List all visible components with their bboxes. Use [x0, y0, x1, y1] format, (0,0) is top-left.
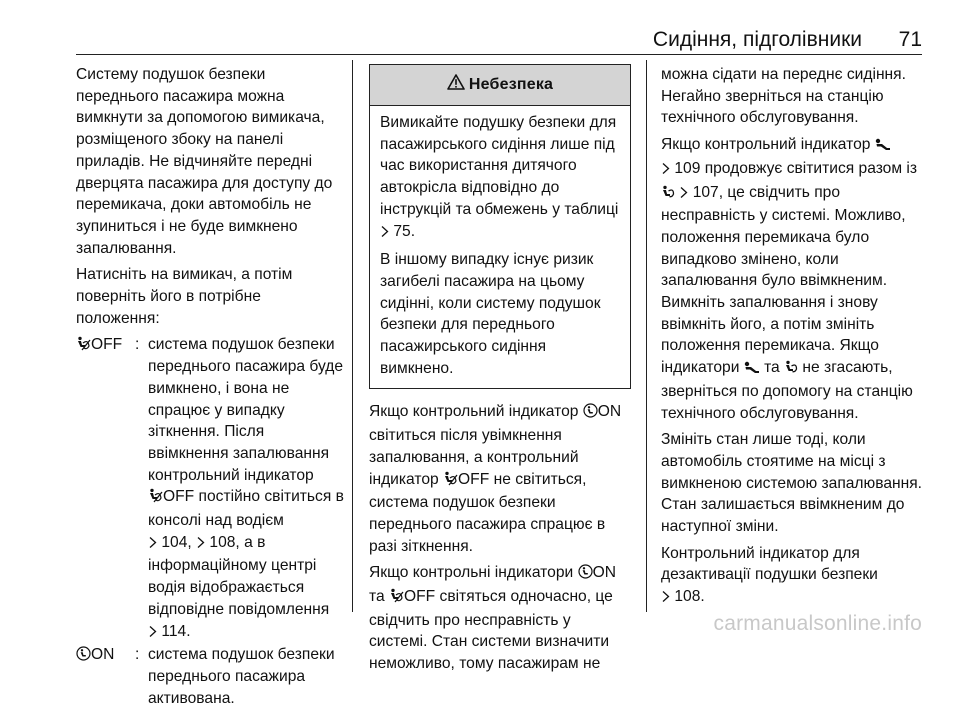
column-divider-1 [352, 60, 353, 612]
page-ref-arrow-icon [148, 623, 157, 645]
page-ref-arrow-icon [196, 534, 205, 556]
page-title: Сидіння, підголівники [652, 28, 862, 51]
airbag-icon [784, 359, 798, 381]
paragraph: В іншому випадку існує ризик загибелі пасажира на цьому сидінні, коли систему подушок безпеки для переднього пасажирського сидіння вимкнено. [380, 251, 601, 377]
definition-off: OFF : система подушок безпеки переднього пасажира буде вимкнено, і вона не спрацює у випадку зіткнення. Після ввімкнення запалювання контрольний індикатор OFF постійно світиться в консолі над водієм 104, 108, а в інформаційному центрі водія відображається відповідне повідомлення 114. [76, 334, 344, 644]
watermark: carmanualsonline.info [713, 612, 922, 635]
warning-triangle-icon [447, 74, 469, 97]
warning-box [369, 64, 631, 389]
page-number: 71 [898, 28, 922, 51]
definition-description: система подушок безпеки переднього пасажира буде вимкнено, і вона не спрацює у випадку зіткнення. Після ввімкнення запалювання контрольний індикатор OFF постійно світиться в консолі над водієм 104, 108, а в інформаційному центрі водія відображається відповідне повідомлення 114. [148, 334, 344, 644]
definition-list [76, 334, 344, 709]
paragraph: можна сідати на переднє сидіння. Негайно зверніться на станцію технічного обслуговування. [661, 66, 906, 127]
paragraph: Вимикайте подушку безпеки для пасажирського сидіння лише під час використання дитячого автокрісла відповідно до інструкцій та обмежень у таблиці 75. [380, 112, 622, 244]
column-divider-2 [646, 60, 647, 612]
paragraph: Якщо контрольний індикатор 109 продовжує світитися разом із 107, це свідчить про несправність у системі. Можливо, положення перемикача було випадково змінено, коли запалювання було ввімкненим. Вимкніть запалювання і знову ввімкніть його, а потім змініть положення перемикача. Якщо індикатори та не згасають, зверніться по допомогу на станцію технічного обслуговування. [661, 136, 918, 422]
paragraph: Змініть стан лише тоді, коли автомобіль стоятиме на місці з вимкненою системою запалювання. Стан залишається ввімкненим до наступної зміни. [661, 431, 923, 536]
seatbelt-icon [875, 136, 891, 158]
definition-on: ON : система подушок безпеки переднього пасажира активована. [76, 644, 344, 709]
airbag-off-icon [148, 488, 163, 510]
definition-term: ON [76, 644, 135, 709]
warning-title: Небезпека [468, 76, 554, 94]
airbag-off-icon [76, 336, 91, 358]
page-ref-arrow-icon [148, 534, 157, 556]
paragraph: Якщо контрольні індикатори ON та OFF світяться одночасно, це свідчить про несправність у системі. Стан системи визначити неможливо, тому пасажирам не [369, 564, 616, 673]
column-1 [76, 64, 344, 709]
paragraph: Контрольний індикатор для дезактивації подушки безпеки 108. [661, 543, 929, 610]
seatbelt-icon [744, 359, 760, 381]
airbag-on-icon [76, 646, 91, 668]
airbag-off-icon [443, 471, 458, 493]
header-divider [76, 54, 922, 55]
page-ref-arrow-icon [661, 588, 670, 610]
airbag-off-icon [389, 588, 404, 610]
airbag-on-icon [583, 403, 598, 425]
warning-body [370, 106, 630, 388]
warning-header [370, 65, 630, 106]
airbag-on-icon [578, 564, 593, 586]
paragraph: Натисніть на вимикач, а потім поверніть його в потрібне положення: [76, 266, 293, 327]
page-ref-arrow-icon [679, 184, 688, 206]
paragraph: Систему подушок безпеки переднього пасажира можна вимкнути за допомогою вимикача, розміщеного збоку на панелі приладів. Не відчиняйте передні дверцята пасажира для доступу до перемикача, доки автомобіль не зупиниться і не буде вимкнено запалювання. [76, 66, 333, 257]
page-header [76, 22, 922, 54]
paragraph: Якщо контрольний індикатор ON світиться після увімкнення запалювання, а контрольний індикатор OFF не світиться, система подушок безпеки переднього пасажира спрацює в разі зіткнення. [369, 403, 622, 555]
column-2 [369, 64, 631, 680]
column-3 [661, 64, 929, 615]
page-ref-arrow-icon [661, 160, 670, 182]
page-ref-arrow-icon [380, 223, 389, 245]
airbag-icon [661, 184, 675, 206]
definition-term: OFF [76, 334, 135, 644]
